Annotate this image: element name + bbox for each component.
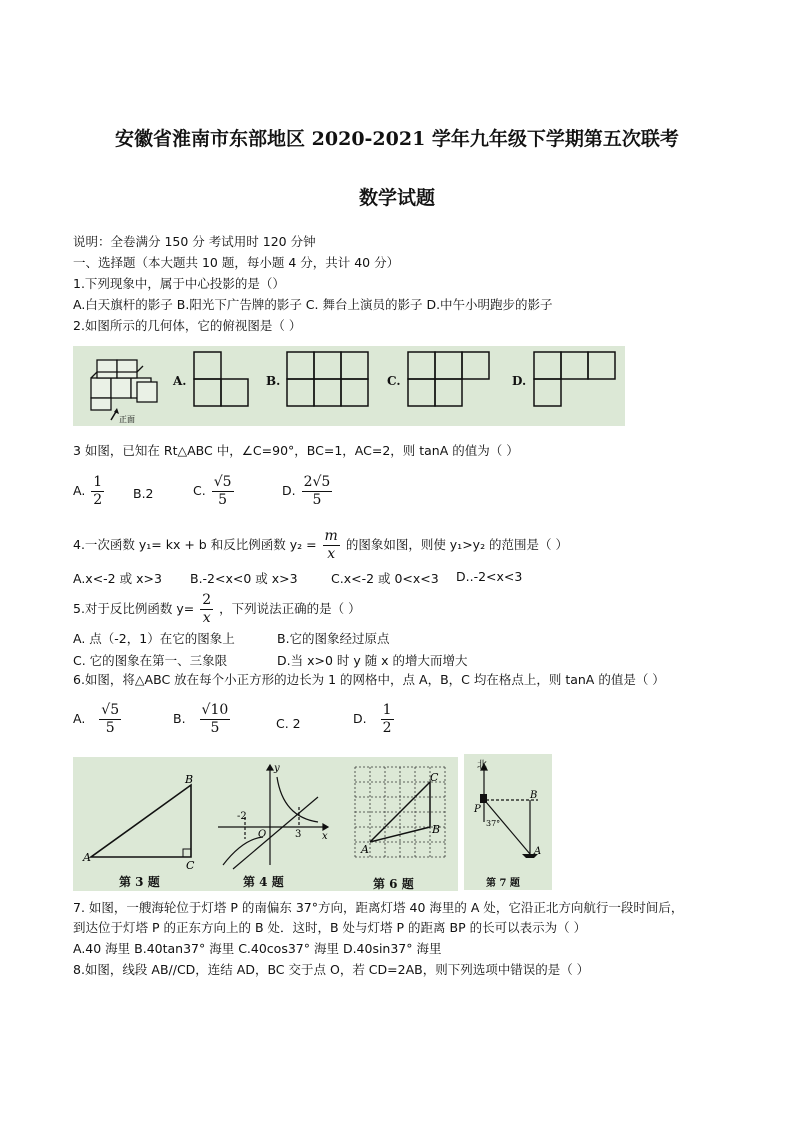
fig6-caption: 第 6 题 [373,877,414,891]
q3-option-a: A. $\frac{1}{2}$ [73,474,103,508]
q2-label-b: B. [266,374,281,388]
q5-stem: 5.对于反比例函数 y= $\frac{2}{x}$ ，下列说法正确的是（ ） [73,592,361,626]
q3-option-c: C. $\frac{√5}{5}$ [193,474,232,508]
q1-stem: 1.下列现象中，属于中心投影的是（） [73,276,285,291]
q5-option-b: B.它的图象经过原点 [277,631,390,646]
svg-text:C: C [186,859,195,872]
section-heading: 一、选择题（本大题共 10 题，每小题 4 分，共计 40 分） [73,255,400,270]
q2-figure [73,346,625,426]
q2-option-c-view [408,352,489,406]
q7-line-2: 到达位于灯塔 P 的正东方向上的 B 处．这时，B 处与灯塔 P 的距离 BP 的长可以表示为（ ） [73,920,587,935]
fig7-caption: 第 7 题 [486,878,520,889]
q1-options: A.白天旗杆的影子 B.阳光下广告牌的影子 C. 舞台上演员的影子 D.中午小明跑步的影子 [73,297,553,312]
exam-title: 安徽省淮南市东部地区 2020-2021 学年九年级下学期第五次联考 [115,128,679,150]
svg-text:A: A [534,846,542,857]
svg-text:y: y [274,763,280,774]
q4-stem: 4.一次函数 y₁= kx + b 和反比例函数 y₂ = $\frac{m}{x}$ 的图象如图，则使 y₁>y₂ 的范围是（ ） [73,528,569,562]
svg-text:北: 北 [477,760,487,771]
q7-line-1: 7. 如图，一艘海轮位于灯塔 P 的南偏东 37°方向，距离灯塔 40 海里的 A 处，它沿正北方向航行一段时间后， [73,900,684,915]
exam-subject: 数学试题 [358,187,435,209]
q3-stem: 3 如图，已知在 Rt△ABC 中，∠C=90°，BC=1，AC=2，则 tanA 的值为（ ） [73,443,519,458]
q6-option-c: C. 2 [276,716,301,731]
q6-option-b: B. $\frac{√10}{5}$ [173,702,229,736]
q2-option-a-view [194,352,248,406]
svg-text:37°: 37° [486,819,501,828]
q2-label-d: D. [512,374,527,388]
svg-text:B: B [530,790,538,801]
q2-label-c: C. [387,374,401,388]
fig4-graph [218,765,328,869]
exam-instructions: 说明：全卷满分 150 分 考试用时 120 分钟 [73,234,316,249]
fig4-caption: 第 4 题 [243,875,284,889]
q3-option-d: D. $\frac{2√5}{5}$ [282,474,331,508]
q4-option-c: C.x<-2 或 0<x<3 [331,571,439,586]
q4-option-d: D..-2<x<3 [456,569,523,584]
q2-option-b-view [287,352,368,406]
q4-option-b: B.-2<x<0 或 x>3 [190,571,298,586]
q7-options: A.40 海里 B.40tan37° 海里 C.40cos37° 海里 D.40sin37° 海里 [73,941,442,956]
svg-text:正面: 正面 [119,415,135,424]
figures-3-4-6-drawing [73,757,458,891]
q2-stem: 2.如图所示的几何体，它的俯视图是（ ） [73,318,302,333]
fig7-drawing [464,754,552,890]
q8-stem: 8.如图，线段 AB//CD，连结 AD，BC 交于点 O，若 CD=2AB，则下列选项中错误的是（ ） [73,962,590,977]
q2-label-a: A. [173,374,187,388]
figure-7 [464,754,552,890]
q3-option-b: B.2 [133,486,154,501]
q4-option-a: A.x<-2 或 x>3 [73,571,162,586]
svg-text:A: A [83,851,91,864]
svg-text:3: 3 [295,829,302,840]
q5-option-a: A. 点（-2，1）在它的图象上 [73,631,235,646]
svg-text:B: B [432,823,441,836]
svg-text:x: x [322,831,328,842]
svg-text:B: B [185,773,194,786]
q5-option-d: D.当 x>0 时 y 随 x 的增大而增大 [277,653,468,668]
q6-option-a: A. $\frac{√5}{5}$ [73,702,120,736]
svg-text:A: A [361,843,369,856]
fig3-caption: 第 3 题 [119,875,160,889]
svg-text:C: C [430,771,439,784]
fig3-triangle [91,785,191,857]
q6-stem: 6.如图，将△ABC 放在每个小正方形的边长为 1 的网格中，点 A，B，C 均在格点上，则 tanA 的值是（ ） [73,672,665,687]
svg-text:O: O [258,829,267,840]
figures-3-4-6 [73,757,458,891]
svg-text:P: P [474,804,481,815]
q2-solid-figure [73,346,625,426]
q2-option-d-view [534,352,615,406]
svg-text:-2: -2 [237,811,247,822]
q5-option-c: C. 它的图象在第一、三象限 [73,653,228,668]
q6-option-d: D. $\frac{1}{2}$ [353,702,392,736]
